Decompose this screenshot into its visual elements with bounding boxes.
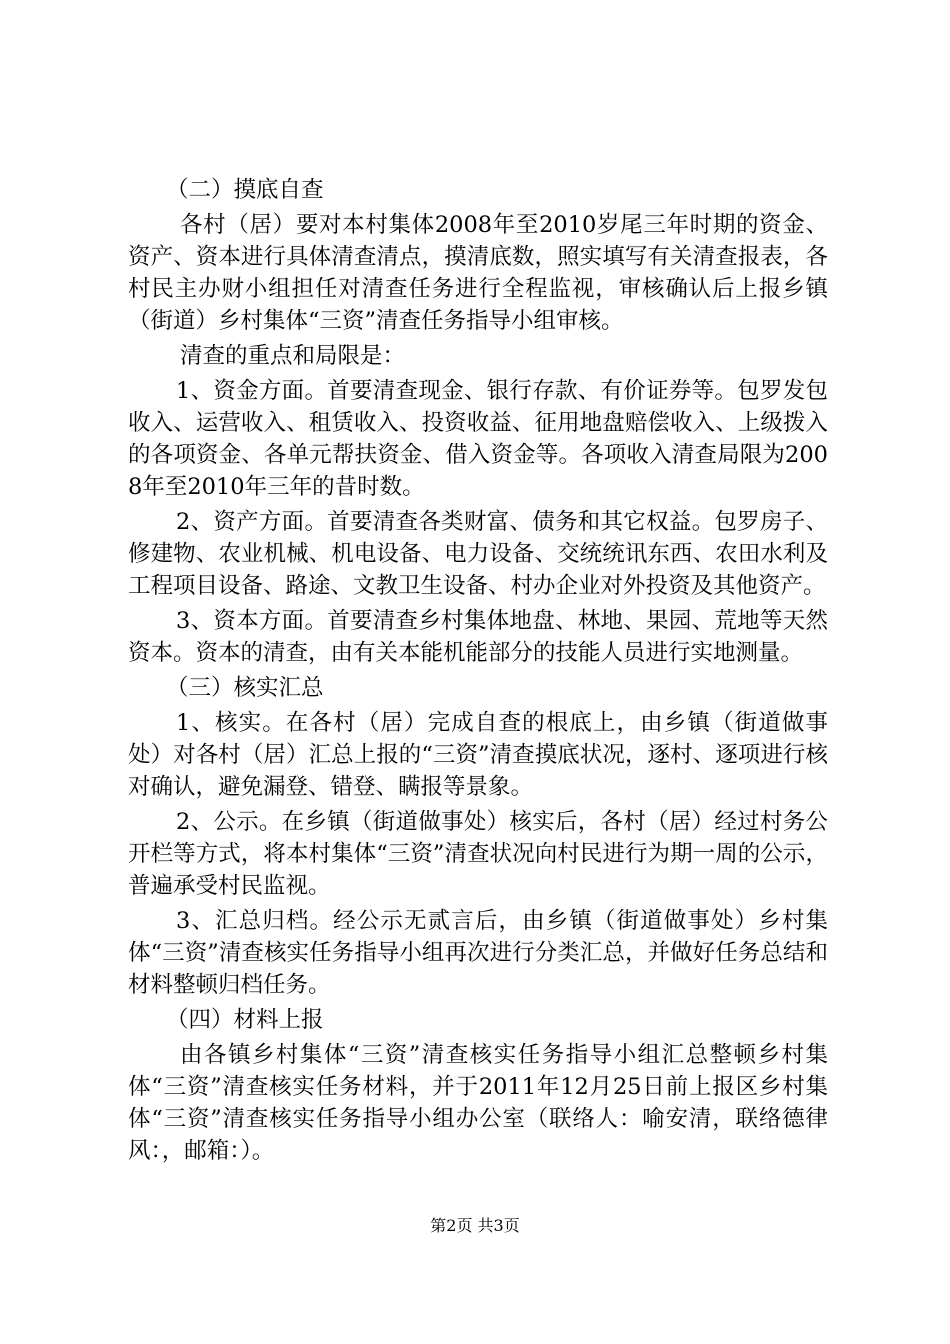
page-footer: 第2页 共3页	[430, 1216, 520, 1235]
paragraph-resources: 3、资本方面。首要清查乡村集体地盘、林地、果园、荒地等天然资本。资本的清查，由有关本能机能部分的技能人员进行实地测量。	[128, 608, 828, 666]
section-heading-4: （四）材料上报	[166, 1007, 324, 1033]
paragraph-submit: 由各镇乡村集体“三资”清查核实任务指导小组汇总整顿乡村集体“三资”清查核实任务材料，并于2011年12月25日前上报区乡村集体“三资”清查核实任务指导小组办公室（联络人：喻安清，联络德律风：，邮箱：）。	[128, 1042, 828, 1164]
paragraph-publicize: 2、公示。在乡镇（街道做事处）核实后，各村（居）经过村务公开栏等方式，将本村集体“三资”清查状况向村民进行为期一周的公示，普遍承受村民监视。	[128, 809, 828, 899]
paragraph-funds: 1、资金方面。首要清查现金、银行存款、有价证券等。包罗发包收入、运营收入、租赁收入、投资收益、征用地盘赔偿收入、上级拨入的各项资金、各单元帮扶资金、借入资金等。各项收入清查局限为2008年至2010年三年的昔时数。	[128, 378, 828, 500]
paragraph-assets: 2、资产方面。首要清查各类财富、债务和其它权益。包罗房子、修建物、农业机械、机电设备、电力设备、交统统讯东西、农田水利及工程项目设备、路途、文教卫生设备、村办企业对外投资及其他资产。	[128, 509, 828, 599]
paragraph-archive: 3、汇总归档。经公示无贰言后，由乡镇（街道做事处）乡村集体“三资”清查核实任务指导小组再次进行分类汇总，并做好任务总结和材料整顿归档任务。	[128, 908, 828, 998]
paragraph-self-check: 各村（居）要对本村集体2008年至2010岁尾三年时期的资金、资产、资本进行具体清查清点，摸清底数，照实填写有关清查报表，各村民主办财小组担任对清查任务进行全程监视，审核确认后上报乡镇（街道）乡村集体“三资”清查任务指导小组审核。	[128, 212, 828, 334]
section-heading-3: （三）核实汇总	[166, 675, 324, 701]
section-heading-2: （二）摸底自查	[166, 177, 324, 203]
document-body	[128, 174, 828, 1170]
paragraph-verify: 1、核实。在各村（居）完成自查的根底上，由乡镇（街道做事处）对各村（居）汇总上报的“三资”清查摸底状况，逐村、逐项进行核对确认，避免漏登、错登、瞒报等景象。	[128, 710, 828, 800]
paragraph-scope-intro: 清查的重点和局限是：	[180, 343, 406, 369]
